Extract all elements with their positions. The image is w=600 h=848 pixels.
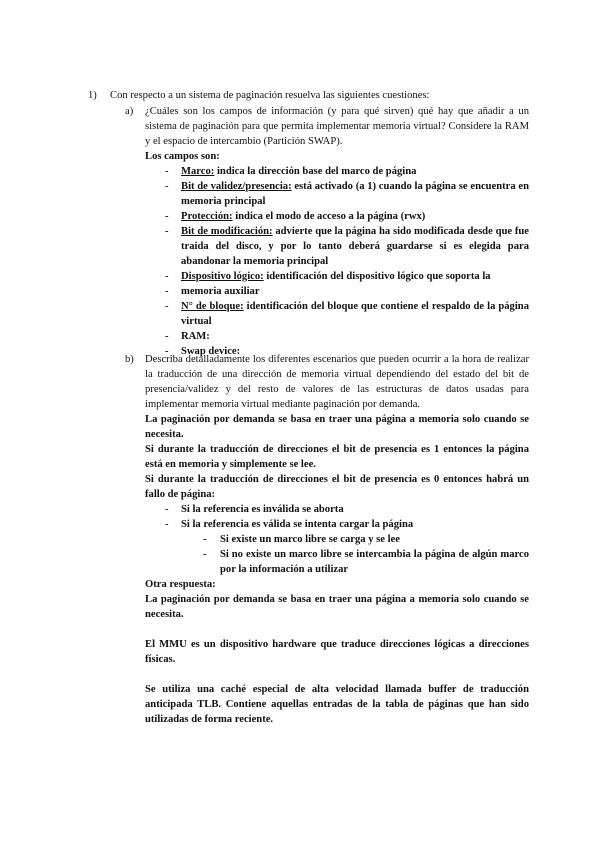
field-term: N° de bloque:: [181, 301, 244, 312]
field-desc: advierte que la página ha sido modificada desde que fue traida del disco, y por lo tanto deberá guardarse si es elegida para abandonar la memoria principal: [181, 226, 530, 267]
list-item: [145, 299, 529, 329]
answer-paragraph: La paginación por demanda se basa en traer una página a memoria solo cuando se necesita.: [145, 594, 529, 620]
list-item: - Si la referencia es inválida se aborta: [145, 502, 529, 517]
field-desc: memoria auxiliar: [181, 286, 260, 297]
part-a-question: ¿Cuáles son los campos de información (y para qué sirven) qué hay que añadir a un sistema de paginación para que permita implementar memoria virtual? Considere la RAM y el espacio de intercambio (Partición SWAP).: [145, 106, 529, 147]
question-text: Con respecto a un sistema de paginación resuelva las siguientes cuestiones:: [110, 90, 430, 101]
list-item: [145, 329, 529, 344]
list-item: - Si existe un marco libre se carga y se lee: [145, 532, 529, 547]
field-term: Marco:: [181, 166, 215, 177]
field-desc: RAM:: [181, 331, 210, 342]
page-fault-list: [145, 502, 529, 532]
field-desc: indica la dirección base del marco de página: [214, 166, 417, 177]
list-item: [145, 209, 529, 224]
list-item: [145, 179, 529, 209]
other-answer-heading: Otra respuesta:: [145, 579, 216, 590]
field-desc: Swap device:: [181, 346, 241, 357]
part-a: [125, 104, 530, 359]
field-desc: identificación del dispositivo lógico que soporta la: [263, 271, 491, 282]
list-item: - Si la referencia es válida se intenta cargar la página: [145, 517, 529, 532]
part-b-label: b): [125, 354, 134, 365]
answer-paragraph: La paginación por demanda se basa en traer una página a memoria solo cuando se necesita.: [145, 414, 529, 440]
list-item: [145, 164, 529, 179]
field-term: Bit de modificación:: [181, 226, 273, 237]
part-a-label: a): [125, 106, 134, 117]
list-item: [145, 269, 529, 284]
part-b: [125, 352, 529, 727]
field-desc: está activado (a 1) cuando la página se encuentra en memoria principal: [181, 181, 529, 207]
question-number: 1): [88, 90, 97, 101]
field-desc: identificación del bloque que contiene el respaldo de la página virtual: [181, 301, 529, 327]
field-term: Bit de validez/presencia:: [181, 181, 292, 192]
list-item: [145, 284, 529, 299]
fields-list: [145, 164, 529, 359]
field-desc: indica el modo de acceso a la página (rwx): [232, 211, 426, 222]
part-b-question: Describa detalladamente los diferentes escenarios que pueden ocurrir a la hora de realizar la traducción de una dirección de memoria virtual dependiendo del estado del bit de presencia/validez y del resto de valores de las estructuras de datos usadas para implementar memoria virtual mediante paginación por demanda.: [145, 354, 529, 410]
fields-heading: Los campos son:: [145, 151, 220, 162]
answer-paragraph: Si durante la traducción de direcciones el bit de presencia es 1 entonces la página está en memoria y simplemente se lee.: [145, 444, 529, 470]
field-term: Protección:: [181, 211, 233, 222]
field-term: Dispositivo lógico:: [181, 271, 264, 282]
answer-paragraph: El MMU es un dispositivo hardware que traduce direcciones lógicas a direcciones físicas.: [145, 639, 529, 665]
list-item: [145, 224, 529, 269]
page-fault-sublist: [145, 532, 529, 577]
list-item: - Si no existe un marco libre se intercambia la página de algún marco por la información a utilizar: [145, 547, 529, 577]
answer-paragraph: Se utiliza una caché especial de alta velocidad llamada buffer de traducción anticipada TLB. Contiene aquellas entradas de la tabla de páginas que han sido utilizadas de forma reciente.: [145, 684, 529, 725]
answer-paragraph: Si durante la traducción de direcciones el bit de presencia es 0 entonces habrá un fallo de página:: [145, 474, 529, 500]
